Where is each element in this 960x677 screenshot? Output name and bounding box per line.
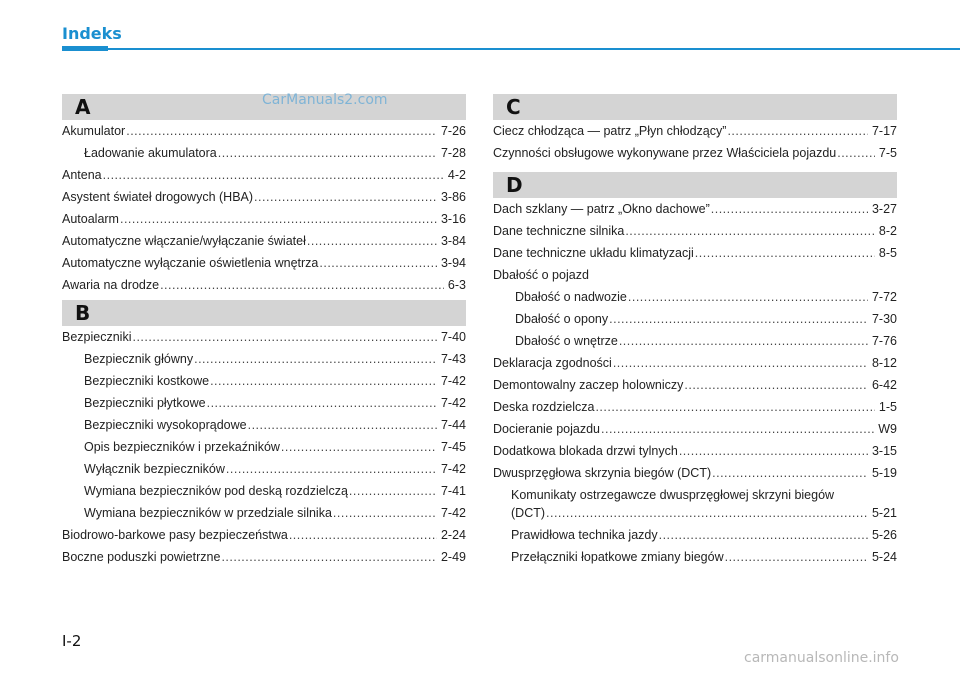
watermark: CarManuals2.com xyxy=(262,92,388,108)
index-entry[interactable]: Bezpieczniki wysokoprądowe ..... 7-44 xyxy=(84,418,466,440)
index-entry[interactable]: (DCT) ..... 5-21 xyxy=(511,506,897,528)
index-entry[interactable]: Asystent świateł drogowych (HBA) ..... 3-86 xyxy=(62,190,466,212)
index-entry[interactable]: Demontowalny zaczep holowniczy ..... 6-42 xyxy=(493,378,897,400)
index-entry[interactable]: Dbałość o nadwozie ..... 7-72 xyxy=(515,290,897,312)
section-letter: C xyxy=(506,95,521,119)
index-entry[interactable]: Dbałość o wnętrze ..... 7-76 xyxy=(515,334,897,356)
index-entry[interactable]: Wymiana bezpieczników w przedziale silnika ..... 7-42 xyxy=(84,506,466,528)
index-entry[interactable]: Docieranie pojazdu ..... W9 xyxy=(493,422,897,444)
index-entry[interactable]: Dane techniczne układu klimatyzacji ..... 8-5 xyxy=(493,246,897,268)
title-rule xyxy=(62,48,960,50)
index-entry[interactable]: Wymiana bezpieczników pod deską rozdzielczą ..... 7-41 xyxy=(84,484,466,506)
index-entry[interactable]: Deklaracja zgodności ..... 8-12 xyxy=(493,356,897,378)
section-letter: D xyxy=(506,173,523,197)
index-entry[interactable]: Awaria na drodze ..... 6-3 xyxy=(62,278,466,300)
index-entry[interactable]: Przełączniki łopatkowe zmiany biegów ..... 5-24 xyxy=(511,550,897,572)
index-entry[interactable]: Bezpiecznik główny ..... 7-43 xyxy=(84,352,466,374)
page-number: I-2 xyxy=(62,632,82,650)
index-entry[interactable]: Prawidłowa technika jazdy ..... 5-26 xyxy=(511,528,897,550)
index-heading: Dbałość o pojazd xyxy=(493,268,589,282)
index-heading: Komunikaty ostrzegawcze dwusprzęgłowej skrzyni biegów xyxy=(511,488,835,502)
index-entry[interactable]: Boczne poduszki powietrzne ..... 2-49 xyxy=(62,550,466,572)
index-entry[interactable]: Deska rozdzielcza ..... 1-5 xyxy=(493,400,897,422)
index-entry[interactable]: Dach szklany — patrz „Okno dachowe” ..... 3-27 xyxy=(493,202,897,224)
section-header-c xyxy=(493,94,897,120)
index-entry[interactable]: Bezpieczniki ..... 7-40 xyxy=(62,330,466,352)
page-title: Indeks xyxy=(62,24,122,43)
index-entry[interactable]: Ładowanie akumulatora ..... 7-28 xyxy=(84,146,466,168)
index-entry[interactable]: Opis bezpieczników i przekaźników ..... 7-45 xyxy=(84,440,466,462)
index-entry[interactable]: Dodatkowa blokada drzwi tylnych ..... 3-15 xyxy=(493,444,897,466)
title-rule-accent xyxy=(62,46,108,51)
index-entry[interactable]: Ciecz chłodząca — patrz „Płyn chłodzący” ..... 7-17 xyxy=(493,124,897,146)
index-entry[interactable]: Bezpieczniki płytkowe ..... 7-42 xyxy=(84,396,466,418)
index-entry[interactable]: Automatyczne włączanie/wyłączanie świateł ..... 3-84 xyxy=(62,234,466,256)
index-entry[interactable]: Biodrowo-barkowe pasy bezpieczeństwa ..... 2-24 xyxy=(62,528,466,550)
section-letter: B xyxy=(75,301,91,325)
index-entry[interactable]: Dane techniczne silnika ..... 8-2 xyxy=(493,224,897,246)
index-entry[interactable]: Bezpieczniki kostkowe ..... 7-42 xyxy=(84,374,466,396)
index-entry[interactable]: Automatyczne wyłączanie oświetlenia wnętrza ..... 3-94 xyxy=(62,256,466,278)
section-header-d xyxy=(493,172,897,198)
index-entry[interactable]: Akumulator ..... 7-26 xyxy=(62,124,466,146)
index-entry[interactable]: Wyłącznik bezpieczników ..... 7-42 xyxy=(84,462,466,484)
footer-source-logo: carmanualsonline.info xyxy=(744,650,899,666)
index-entry[interactable]: Czynności obsługowe wykonywane przez Właściciela pojazdu ..... 7-5 xyxy=(493,146,897,168)
section-header-b xyxy=(62,300,466,326)
index-entry[interactable]: Dbałość o opony ..... 7-30 xyxy=(515,312,897,334)
index-entry[interactable]: Dwusprzęgłowa skrzynia biegów (DCT) ..... 5-19 xyxy=(493,466,897,488)
index-entry[interactable]: Autoalarm ..... 3-16 xyxy=(62,212,466,234)
index-entry[interactable]: Antena ..... 4-2 xyxy=(62,168,466,190)
section-letter: A xyxy=(75,95,91,119)
